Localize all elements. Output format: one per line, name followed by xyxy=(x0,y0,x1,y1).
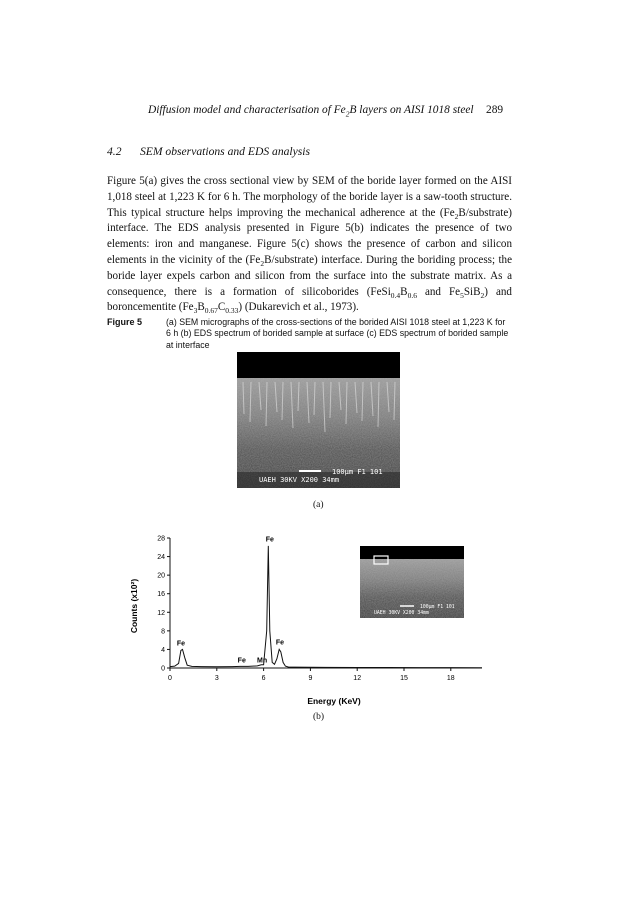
x-tick-label: 0 xyxy=(168,675,172,682)
panel-b-label: (b) xyxy=(313,712,325,722)
x-axis-label: Energy (KeV) xyxy=(307,696,361,706)
page-number: 289 xyxy=(486,104,504,116)
x-tick-label: 3 xyxy=(214,675,219,682)
y-tick-label: 28 xyxy=(157,535,165,543)
peak-label: Fe xyxy=(176,640,186,648)
y-tick-label: 16 xyxy=(157,591,165,599)
peak-label: Mn xyxy=(256,657,268,665)
figure-label: Figure 5 xyxy=(107,317,143,327)
x-tick-label: 18 xyxy=(446,675,455,682)
y-tick-label: 24 xyxy=(157,554,165,562)
inset-sem-micrograph xyxy=(360,546,464,618)
section-heading xyxy=(107,145,310,158)
running-header-title: Diffusion model and characterisation of $Fe_2B$ layers on AISI 1018 steel xyxy=(148,104,474,119)
y-tick-label: 0 xyxy=(161,665,165,673)
peak-label: Fe xyxy=(237,657,246,665)
y-tick-label: 8 xyxy=(161,628,165,636)
panel-a-label: (a) xyxy=(313,500,324,510)
sem-info-text: UAEH 30KV X200 34mm xyxy=(259,476,340,484)
peak-label: Fe xyxy=(265,536,274,544)
peak-label: Fe xyxy=(275,639,285,647)
section-title: SEM observations and EDS analysis xyxy=(140,145,311,158)
y-tick-label: 12 xyxy=(157,609,165,617)
sem-scale-text: 100μm F1 101 xyxy=(332,468,383,476)
eds-spectrum-chart xyxy=(128,528,498,710)
x-tick-label: 15 xyxy=(400,675,408,682)
y-tick-label: 20 xyxy=(157,572,165,580)
section-number: 4.2 xyxy=(107,145,122,158)
figure-caption: (a) SEM micrographs of the cross-sections of the borided AISI 1018 steel at 1,223 K for 6 h (b) EDS spectrum of borided sample at surface (c) EDS spectrum of borided sample at interface xyxy=(166,317,509,350)
sem-micrograph xyxy=(237,352,400,488)
x-tick-label: 9 xyxy=(308,675,313,682)
inset-scale-text: 100μm F1 101 xyxy=(420,605,455,610)
body-paragraph: Figure 5(a) gives the cross sectional view by SEM of the boride layer formed on the AISI 1,018 steel at 1,223 K for 6 h. The morphology of the boride layer is a saw-tooth structure. This typical structure helps improving the mechanical adherence at the $(Fe_2B/substrate)$ interface. The EDS analysis presented in Figure 5(b) indicates the presence of two elements: iron and manganese. Figure 5(c) shows the presence of carbon and silicon elements in the vicinity of the $(Fe_2B/substrate)$ interface. During the boriding process; the boride layer expels carbon and silicon from the surface into the substrate matrix. As a consequence, there is a formation of silicoborides ($FeSi_{0.4}B_{0.6}$ and $Fe_5SiB_2$) and boroncementite $(Fe_3B_{0.67}C_{0.33})$ (Dukarevich et al., 1973). xyxy=(107,175,512,316)
y-axis-label: Counts (x10²) xyxy=(129,578,139,634)
y-tick-label: 4 xyxy=(161,646,165,654)
x-tick-label: 6 xyxy=(261,675,266,682)
x-tick-label: 12 xyxy=(353,675,362,682)
inset-info-text: UAEH 30KV X200 34mm xyxy=(374,611,429,616)
